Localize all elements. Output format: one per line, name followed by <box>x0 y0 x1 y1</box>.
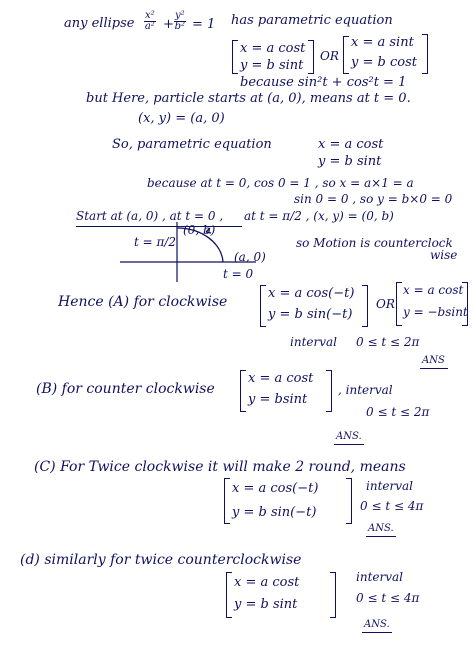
part-a-left-bracket-2 <box>396 282 402 326</box>
part-a-or: OR <box>376 297 395 311</box>
part-d-y: y = b sint <box>234 597 298 612</box>
part-d-x: x = a cost <box>234 575 300 590</box>
label-0b: (0, b) <box>183 223 216 237</box>
part-a-left-bracket <box>260 285 266 327</box>
part-d-heading: (d) similarly for twice counterclockwise <box>20 552 302 568</box>
label-t-pi-over-2: t = π/2 <box>134 235 177 249</box>
but-here-line: but Here, particle starts at (a, 0), means at t = 0. <box>86 91 411 106</box>
x-squared-over-a-squared <box>144 11 156 32</box>
ellipse-intro-text: any ellipse <box>64 16 135 31</box>
frac2-numerator: y² <box>175 10 185 21</box>
part-c-ans: ANS. <box>368 523 394 534</box>
part-d-interval-label: interval <box>356 570 403 584</box>
part-b-left-bracket <box>240 370 246 412</box>
because-t0-cos: because at t = 0, cos 0 = 1 , so x = a×1 = a <box>147 176 414 190</box>
part-c-x: x = a cos(−t) <box>232 481 319 496</box>
frac2-denominator: b² <box>174 21 186 32</box>
part-a-y2: y = −bsint <box>403 305 468 319</box>
equals-one: = 1 <box>192 17 216 32</box>
param1-left-bracket <box>232 40 238 74</box>
param2-x: x = a sint <box>351 35 414 50</box>
part-a-ans: ANS <box>422 355 445 366</box>
counterclock-note-1: so Motion is counterclock <box>296 236 453 250</box>
label-a0: (a, 0) <box>234 250 266 264</box>
part-b-x: x = a cost <box>248 371 314 386</box>
part-a-y1: y = b sin(−t) <box>268 307 353 322</box>
part-a-x2: x = a cost <box>403 283 464 297</box>
param2-left-bracket <box>343 36 349 74</box>
part-d-interval: 0 ≤ t ≤ 4π <box>356 591 420 605</box>
part-c-interval-label: interval <box>366 479 413 493</box>
part-b-right-bracket <box>326 370 332 412</box>
part-c-interval: 0 ≤ t ≤ 4π <box>360 499 424 513</box>
param1-x: x = a cost <box>240 41 306 56</box>
xy-equals-a0: (x, y) = (a, 0) <box>138 111 225 126</box>
frac1-numerator: x² <box>145 10 155 21</box>
part-b-heading: (B) for counter clockwise <box>36 381 215 397</box>
part-d-ans: ANS. <box>364 619 390 630</box>
so-parametric-text: So, parametric equation <box>112 137 272 152</box>
part-c-right-bracket <box>346 478 352 524</box>
part-a-interval: 0 ≤ t ≤ 2π <box>356 335 420 349</box>
part-b-y: y = bsint <box>248 392 308 407</box>
because-t0-sin: sin 0 = 0 , so y = b×0 = 0 <box>294 192 453 206</box>
has-parametric-text: has parametric equation <box>231 13 393 28</box>
part-c-ans-underline <box>366 536 396 537</box>
part-a-heading: Hence (A) for clockwise <box>58 294 228 310</box>
part-b-interval: 0 ≤ t ≤ 2π <box>366 405 430 419</box>
part-a-ans-underline <box>420 368 448 369</box>
part-b-interval-label: , interval <box>338 383 393 397</box>
part-d-left-bracket <box>226 572 232 618</box>
plus-sign: + <box>163 17 174 32</box>
start-underline <box>76 226 242 227</box>
frac1-denominator: a² <box>144 21 155 32</box>
part-a-interval-label: interval <box>290 335 337 349</box>
or-1: OR <box>320 49 339 63</box>
param1-right-bracket <box>308 40 314 74</box>
part-c-heading: (C) For Twice clockwise it will make 2 round, means <box>34 459 406 475</box>
part-a-right-bracket-1 <box>362 285 368 327</box>
because-identity: because sin²t + cos²t = 1 <box>240 75 407 90</box>
part-c-left-bracket <box>224 478 230 524</box>
part-a-right-bracket-2 <box>462 282 468 326</box>
part-b-ans: ANS. <box>336 431 362 442</box>
part-d-right-bracket <box>330 572 336 618</box>
label-t0: t = 0 <box>223 267 254 281</box>
at-t-pi-over-2-text: at t = π/2 , (x, y) = (0, b) <box>244 209 394 223</box>
part-c-y: y = b sin(−t) <box>232 505 317 520</box>
part-b-ans-underline <box>334 444 364 445</box>
param2-right-bracket <box>422 34 428 74</box>
so-param-y: y = b sint <box>318 154 382 169</box>
counterclock-note-2: wise <box>430 248 458 262</box>
param1-y: y = b sint <box>240 58 304 73</box>
y-squared-over-b-squared <box>174 11 186 32</box>
start-at-a0-text: Start at (a, 0) , at t = 0 , <box>76 209 224 223</box>
param2-y: y = b cost <box>351 55 417 70</box>
part-d-ans-underline <box>362 632 392 633</box>
part-a-x1: x = a cos(−t) <box>268 286 355 301</box>
so-param-x: x = a cost <box>318 137 384 152</box>
